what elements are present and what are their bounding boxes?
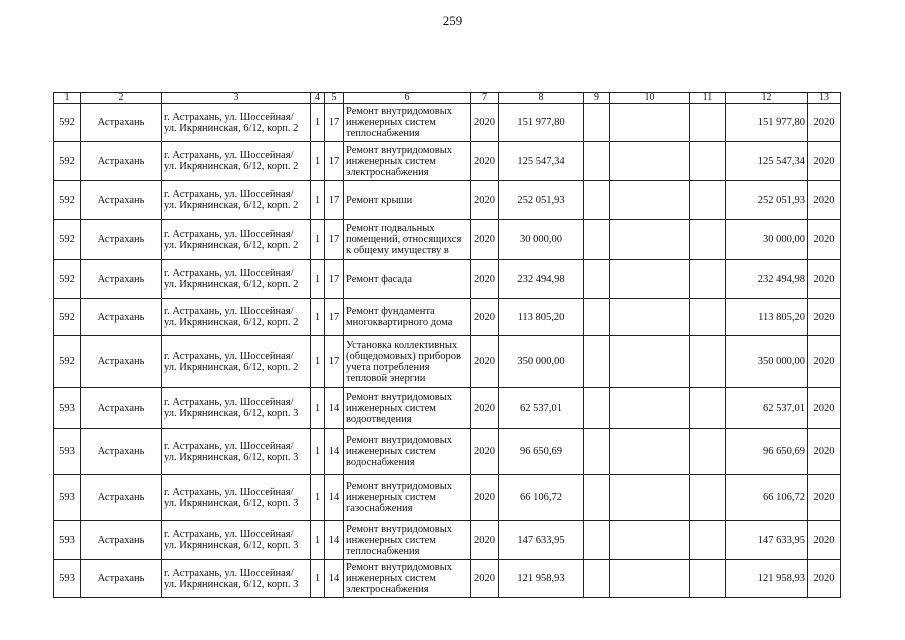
total-amount-cell: 147 633,95	[726, 521, 808, 560]
column-5-cell: 17	[325, 336, 344, 388]
address-line: ул. Икрянинская, 6/12, корп. 3	[164, 408, 299, 419]
column-4-cell: 1	[311, 475, 325, 521]
column-9-cell	[584, 142, 610, 181]
work-type-line: Ремонт подвальных	[346, 223, 435, 234]
table-row	[54, 521, 841, 560]
column-11-cell	[690, 521, 726, 560]
column-header: 12	[726, 93, 808, 104]
column-11-cell	[690, 560, 726, 598]
column-header: 3	[162, 93, 311, 104]
address-cell	[162, 104, 311, 142]
work-type-line: Ремонт внутридомовых	[346, 435, 453, 446]
work-type-line: водоотведения	[346, 413, 412, 425]
city-cell: Астрахань	[81, 429, 162, 475]
city-cell: Астрахань	[81, 220, 162, 260]
work-type-cell	[344, 560, 471, 598]
year-end-cell: 2020	[808, 388, 841, 429]
column-9-cell	[584, 336, 610, 388]
row-number: 592	[54, 336, 81, 388]
year-cell: 2020	[471, 260, 499, 299]
year-end-cell: 2020	[808, 429, 841, 475]
year-end-cell: 2020	[808, 181, 841, 220]
table-row	[54, 260, 841, 299]
column-4-cell: 1	[311, 336, 325, 388]
work-type-line: (общедомовых) приборов	[346, 350, 461, 362]
column-9-cell	[584, 220, 610, 260]
amount-cell: 30 000,00	[499, 220, 584, 260]
amount-cell: 350 000,00	[499, 336, 584, 388]
column-10-cell	[610, 336, 690, 388]
row-number: 593	[54, 560, 81, 598]
row-number: 593	[54, 429, 81, 475]
work-type-line: инженерных систем	[346, 534, 436, 546]
column-5-cell: 17	[325, 181, 344, 220]
total-amount-cell: 113 805,20	[726, 299, 808, 336]
address-cell	[162, 181, 311, 220]
column-9-cell	[584, 475, 610, 521]
column-header: 8	[499, 93, 584, 104]
column-11-cell	[690, 181, 726, 220]
work-type-line: Ремонт внутридомовых	[346, 481, 453, 492]
address-line: г. Астрахань, ул. Шоссейная/	[164, 268, 294, 279]
work-type-line: учета потребления	[346, 361, 430, 373]
total-amount-cell: 151 977,80	[726, 104, 808, 142]
work-type-cell	[344, 336, 471, 388]
work-type-cell	[344, 181, 471, 220]
row-number: 592	[54, 181, 81, 220]
column-9-cell	[584, 181, 610, 220]
column-10-cell	[610, 521, 690, 560]
column-10-cell	[610, 388, 690, 429]
total-amount-cell: 252 051,93	[726, 181, 808, 220]
row-number: 593	[54, 521, 81, 560]
column-10-cell	[610, 220, 690, 260]
address-cell	[162, 336, 311, 388]
column-5-cell: 14	[325, 521, 344, 560]
address-cell	[162, 260, 311, 299]
work-type-line: инженерных систем	[346, 402, 436, 414]
column-4-cell: 1	[311, 429, 325, 475]
column-10-cell	[610, 181, 690, 220]
city-cell: Астрахань	[81, 260, 162, 299]
address-line: ул. Икрянинская, 6/12, корп. 3	[164, 540, 299, 551]
address-line: г. Астрахань, ул. Шоссейная/	[164, 228, 294, 240]
column-11-cell	[690, 142, 726, 181]
work-type-line: инженерных систем	[346, 573, 436, 584]
column-header: 13	[808, 93, 841, 104]
column-header: 7	[471, 93, 499, 104]
work-type-cell	[344, 260, 471, 299]
work-type-cell	[344, 142, 471, 181]
column-11-cell	[690, 299, 726, 336]
column-10-cell	[610, 429, 690, 475]
total-amount-cell: 125 547,34	[726, 142, 808, 181]
address-line: г. Астрахань, ул. Шоссейная/	[164, 567, 294, 579]
city-cell: Астрахань	[81, 388, 162, 429]
row-number: 592	[54, 260, 81, 299]
address-cell	[162, 388, 311, 429]
city-cell: Астрахань	[81, 521, 162, 560]
address-line: ул. Икрянинская, 6/12, корп. 3	[164, 497, 299, 509]
row-number: 593	[54, 475, 81, 521]
column-9-cell	[584, 388, 610, 429]
year-end-cell: 2020	[808, 521, 841, 560]
year-cell: 2020	[471, 142, 499, 181]
row-number: 592	[54, 104, 81, 142]
year-end-cell: 2020	[808, 475, 841, 521]
year-end-cell: 2020	[808, 299, 841, 336]
work-type-line: теплоснабжения	[346, 545, 420, 557]
total-amount-cell: 96 650,69	[726, 429, 808, 475]
work-type-line: инженерных систем	[346, 446, 436, 457]
year-end-cell: 2020	[808, 142, 841, 181]
work-type-line: электроснабжения	[346, 166, 429, 178]
work-type-line: Установка коллективных	[346, 339, 458, 351]
column-5-cell: 17	[325, 260, 344, 299]
work-type-line: к общему имуществу в	[346, 245, 449, 256]
amount-cell: 252 051,93	[499, 181, 584, 220]
column-5-cell: 14	[325, 429, 344, 475]
amount-cell: 232 494,98	[499, 260, 584, 299]
column-9-cell	[584, 299, 610, 336]
column-11-cell	[690, 336, 726, 388]
address-line: г. Астрахань, ул. Шоссейная/	[164, 111, 294, 123]
column-header: 9	[584, 93, 610, 104]
column-4-cell: 1	[311, 260, 325, 299]
column-9-cell	[584, 260, 610, 299]
work-type-line: водоснабжения	[346, 457, 415, 468]
work-type-cell	[344, 299, 471, 336]
column-header: 2	[81, 93, 162, 104]
column-10-cell	[610, 142, 690, 181]
work-type-cell	[344, 429, 471, 475]
amount-cell: 125 547,34	[499, 142, 584, 181]
year-cell: 2020	[471, 388, 499, 429]
column-header: 4	[311, 93, 325, 104]
total-amount-cell: 350 000,00	[726, 336, 808, 388]
year-cell: 2020	[471, 336, 499, 388]
address-line: г. Астрахань, ул. Шоссейная/	[164, 350, 294, 362]
year-end-cell: 2020	[808, 560, 841, 598]
address-line: ул. Икрянинская, 6/12, корп. 2	[164, 200, 299, 211]
address-line: г. Астрахань, ул. Шоссейная/	[164, 440, 294, 452]
work-type-line: Ремонт внутридомовых	[346, 106, 453, 117]
year-cell: 2020	[471, 181, 499, 220]
table-row	[54, 142, 841, 181]
year-end-cell: 2020	[808, 336, 841, 388]
work-type-line: Ремонт фундамента	[346, 306, 435, 317]
address-line: г. Астрахань, ул. Шоссейная/	[164, 150, 294, 161]
row-number: 592	[54, 299, 81, 336]
column-10-cell	[610, 260, 690, 299]
address-cell	[162, 560, 311, 598]
table-row	[54, 388, 841, 429]
work-type-line: теплоснабжения	[346, 128, 420, 139]
column-10-cell	[610, 560, 690, 598]
address-line: ул. Икрянинская, 6/12, корп. 2	[164, 317, 299, 328]
column-header: 11	[690, 93, 726, 104]
column-5-cell: 14	[325, 388, 344, 429]
work-type-line: помещений, относящихся	[346, 234, 462, 245]
column-4-cell: 1	[311, 388, 325, 429]
row-number: 592	[54, 220, 81, 260]
column-4-cell: 1	[311, 299, 325, 336]
column-header: 6	[344, 93, 471, 104]
column-4-cell: 1	[311, 220, 325, 260]
work-type-line: газоснабжения	[346, 503, 413, 514]
column-11-cell	[690, 475, 726, 521]
year-cell: 2020	[471, 299, 499, 336]
column-header: 5	[325, 93, 344, 104]
year-end-cell: 2020	[808, 260, 841, 299]
row-number: 593	[54, 388, 81, 429]
column-11-cell	[690, 429, 726, 475]
total-amount-cell: 66 106,72	[726, 475, 808, 521]
work-type-line: инженерных систем	[346, 155, 436, 167]
address-cell	[162, 142, 311, 181]
column-header: 10	[610, 93, 690, 104]
table-row	[54, 220, 841, 260]
address-line: г. Астрахань, ул. Шоссейная/	[164, 306, 294, 317]
city-cell: Астрахань	[81, 104, 162, 142]
total-amount-cell: 30 000,00	[726, 220, 808, 260]
address-cell	[162, 475, 311, 521]
total-amount-cell: 121 958,93	[726, 560, 808, 598]
address-line: ул. Икрянинская, 6/12, корп. 3	[164, 451, 299, 463]
column-9-cell	[584, 560, 610, 598]
address-line: г. Астрахань, ул. Шоссейная/	[164, 189, 294, 200]
amount-cell: 147 633,95	[499, 521, 584, 560]
column-4-cell: 1	[311, 521, 325, 560]
column-9-cell	[584, 104, 610, 142]
city-cell: Астрахань	[81, 560, 162, 598]
column-11-cell	[690, 388, 726, 429]
address-line: г. Астрахань, ул. Шоссейная/	[164, 529, 294, 540]
column-4-cell: 1	[311, 142, 325, 181]
amount-cell: 151 977,80	[499, 104, 584, 142]
address-line: ул. Икрянинская, 6/12, корп. 2	[164, 239, 299, 251]
work-type-line: инженерных систем	[346, 492, 436, 503]
year-cell: 2020	[471, 560, 499, 598]
year-cell: 2020	[471, 429, 499, 475]
column-10-cell	[610, 104, 690, 142]
year-end-cell: 2020	[808, 104, 841, 142]
total-amount-cell: 62 537,01	[726, 388, 808, 429]
address-line: ул. Икрянинская, 6/12, корп. 3	[164, 578, 299, 590]
address-cell	[162, 220, 311, 260]
amount-cell: 66 106,72	[499, 475, 584, 521]
amount-cell: 62 537,01	[499, 388, 584, 429]
work-type-cell	[344, 521, 471, 560]
work-type-line: Ремонт внутридомовых	[346, 523, 453, 535]
amount-cell: 121 958,93	[499, 560, 584, 598]
table-row	[54, 560, 841, 598]
work-type-line: Ремонт внутридомовых	[346, 144, 453, 156]
work-type-line: тепловой энергии	[346, 372, 426, 384]
work-type-line: Ремонт внутридомовых	[346, 391, 453, 403]
column-4-cell: 1	[311, 181, 325, 220]
city-cell: Астрахань	[81, 142, 162, 181]
address-cell	[162, 429, 311, 475]
column-5-cell: 17	[325, 299, 344, 336]
city-cell: Астрахань	[81, 181, 162, 220]
address-line: ул. Икрянинская, 6/12, корп. 2	[164, 279, 299, 290]
year-cell: 2020	[471, 220, 499, 260]
column-5-cell: 17	[325, 220, 344, 260]
work-type-cell	[344, 104, 471, 142]
column-11-cell	[690, 104, 726, 142]
city-cell: Астрахань	[81, 336, 162, 388]
column-10-cell	[610, 475, 690, 521]
table-row	[54, 475, 841, 521]
repair-schedule-table	[53, 92, 841, 598]
table-row	[54, 181, 841, 220]
table-row	[54, 299, 841, 336]
column-10-cell	[610, 299, 690, 336]
total-amount-cell: 232 494,98	[726, 260, 808, 299]
column-4-cell: 1	[311, 560, 325, 598]
column-5-cell: 17	[325, 104, 344, 142]
column-9-cell	[584, 521, 610, 560]
amount-cell: 113 805,20	[499, 299, 584, 336]
work-type-line: Ремонт фасада	[346, 273, 413, 285]
address-line: г. Астрахань, ул. Шоссейная/	[164, 397, 294, 408]
table-row	[54, 104, 841, 142]
year-cell: 2020	[471, 521, 499, 560]
column-11-cell	[690, 220, 726, 260]
column-number-row	[54, 93, 841, 104]
column-header: 1	[54, 93, 81, 104]
year-end-cell: 2020	[808, 220, 841, 260]
column-9-cell	[584, 429, 610, 475]
work-type-line: Ремонт внутридомовых	[346, 562, 453, 573]
address-line: ул. Икрянинская, 6/12, корп. 2	[164, 161, 299, 172]
work-type-cell	[344, 475, 471, 521]
year-cell: 2020	[471, 104, 499, 142]
work-type-cell	[344, 220, 471, 260]
column-5-cell: 14	[325, 475, 344, 521]
address-line: г. Астрахань, ул. Шоссейная/	[164, 486, 294, 498]
address-line: ул. Икрянинская, 6/12, корп. 2	[164, 122, 299, 134]
amount-cell: 96 650,69	[499, 429, 584, 475]
column-5-cell: 17	[325, 142, 344, 181]
address-cell	[162, 299, 311, 336]
page-number: 259	[442, 13, 463, 28]
work-type-line: инженерных систем	[346, 117, 436, 128]
year-cell: 2020	[471, 475, 499, 521]
table-row	[54, 429, 841, 475]
column-11-cell	[690, 260, 726, 299]
work-type-cell	[344, 388, 471, 429]
column-4-cell: 1	[311, 104, 325, 142]
work-type-line: Ремонт крыши	[346, 194, 413, 206]
column-5-cell: 14	[325, 560, 344, 598]
work-type-line: электроснабжения	[346, 584, 429, 595]
address-line: ул. Икрянинская, 6/12, корп. 2	[164, 361, 299, 373]
table-row	[54, 336, 841, 388]
city-cell: Астрахань	[81, 299, 162, 336]
work-type-line: многоквартирного дома	[346, 317, 453, 328]
address-cell	[162, 521, 311, 560]
row-number: 592	[54, 142, 81, 181]
city-cell: Астрахань	[81, 475, 162, 521]
